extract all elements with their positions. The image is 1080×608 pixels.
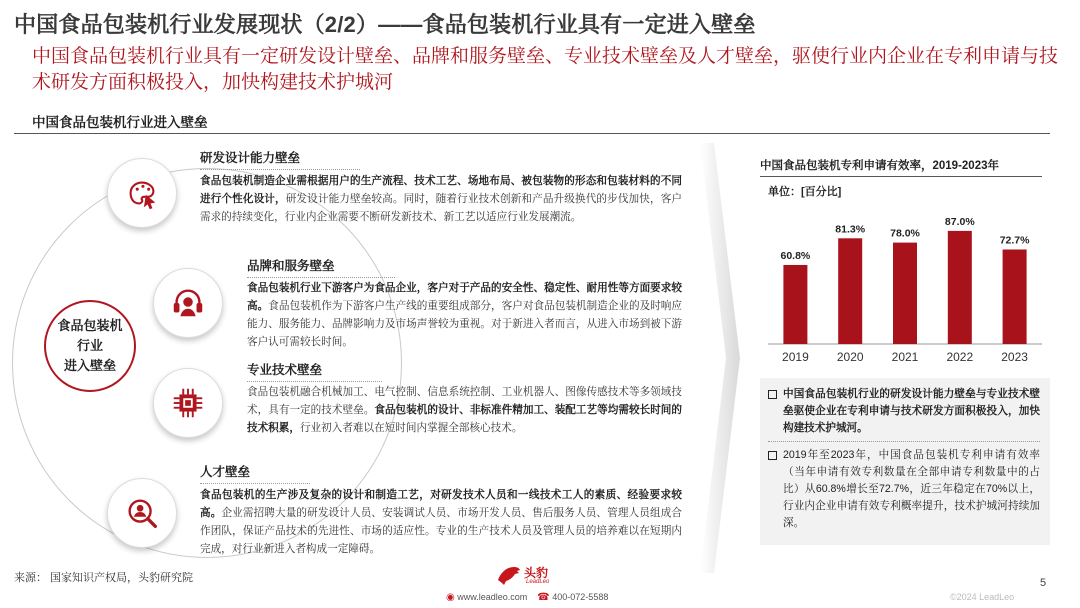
data-label-2021: 78.0% [890,227,920,240]
logo-subtext: LeadLeo [526,579,550,585]
bar-2019 [783,265,807,344]
chart-title-divider [760,176,1042,177]
bar-2020 [838,238,862,344]
bar-2023 [1003,249,1027,344]
summary-divider [768,441,1040,442]
footer-contact [446,592,608,603]
barrier-title-tech: 专业技术壁垒 [247,360,322,378]
x-tick-2020: 2020 [836,350,864,364]
website-link[interactable]: www.leadleo.com [457,592,528,602]
bar-2022 [948,231,972,344]
barrier-text-talent-bold: 食品包装机的生产涉及复杂的设计和制造工艺，对研发技术人员和一线技术工人的素质、经验要求较高。 [200,489,682,519]
copyright: ©2024 LeadLeo [950,592,1015,602]
page-title: 中国食品包装机行业发展现状（2/2）——食品包装机行业具有一定进入壁垒 [14,12,756,37]
source-note: 来源： 国家知识产权局，头豹研究院 [14,572,194,584]
barrier-text-tech-rest: 行业初入者难以在短时间内掌握全部核心技术。 [299,422,523,434]
section-title: 中国食品包装机行业进入壁垒 [32,115,208,130]
data-label-2020: 81.3% [835,223,866,236]
chip-icon [169,384,207,422]
barrier-text-tech-bold: 食品包装机的设计、非标准件精加工、装配工艺等均需较长时间的技术积累， [247,404,683,434]
barrier-text-design [200,172,682,226]
chart-title: 中国食品包装机专利申请有效率，2019-2023年 [760,160,999,172]
barrier-title-design: 研发设计能力壁垒 [200,148,300,166]
barrier-text-design-bold: 食品包装机制造企业需根据用户的生产流程、技术工艺、场地布局、被包装物的形态和包装材料的不同进行个性化设计， [200,175,682,205]
data-label-2022: 87.0% [944,215,975,228]
barrier-text-tech-pre: 食品包装机融合机械加工、电气控制、信息系统控制、工业机器人、图像传感技术等多领域技术，具有一定的技术壁垒。 [247,386,682,416]
summary-text-2: 2019年至2023年，中国食品包装机专利申请有效率（当年申请有效专利数量在全部申请专利数量中的占比）从60.8%增长至72.7%，近三年稳定在70%以上，行业内企业申请有效专利概率提升，技术护城河持续加深。 [783,449,1040,529]
barrier-text-tech [247,383,682,437]
globe-icon: ◉ [446,592,455,603]
checkbox-bullet-icon [768,451,777,460]
x-tick-2019: 2019 [782,350,809,364]
summary-item [768,386,1040,437]
chip-icon-node [153,368,223,438]
page-number: 5 [1040,577,1047,589]
person-search-icon-node [107,478,177,548]
logo-text: 头豹 [524,566,549,580]
bar-chart [760,200,1050,370]
barrier-title-brand: 品牌和服务壁垒 [247,256,335,274]
barrier-text-brand [247,279,682,351]
barrier-text-brand-rest: 食品包装机作为下游客户生产线的重要组成部分，客户对食品包装机制造企业的及时响应能力、服务能力、品牌影响力及市场声誉较为重视。对于新进入者而言，从进入市场到被下游客户认可需较长时间。 [247,300,683,348]
bar-2021 [893,243,917,344]
barrier-text-design-rest: 研发设计能力壁垒较高。同时，随着行业技术创新和产品升级换代的步伐加快，客户需求的持续变化，行业内企业需要不断研发新技术、新工艺以适应行业发展潮流。 [200,193,683,223]
x-tick-2021: 2021 [891,350,919,364]
phone-number: 400-072-5588 [552,592,609,602]
design-icon [123,174,161,212]
barrier-text-talent-rest: 企业需招聘大量的研发设计人员、安装调试人员、市场开发人员、售后服务人员、管理人员组成合作团队，保证产品技术的先进性、市场的适应性。专业的生产技术人员及管理人员的培养难以在短期内完成，对行业新进入者构成一定障碍。 [200,507,683,555]
data-label-2019: 60.8% [780,249,811,262]
summary-text-1: 中国食品包装机行业的研发设计能力壁垒与专业技术壁垒驱使企业在专利申请与技术研发方面积极投入，加快构建技术护城河。 [783,388,1040,434]
phone-icon: ☎ [537,592,550,603]
barrier-title-talent: 人才壁垒 [200,462,250,480]
chart-unit: 单位：[百分比] [768,186,842,198]
checkbox-bullet-icon [768,390,777,399]
center-label: 食品包装机 行业 进入壁垒 [57,318,123,373]
barrier-text-talent [200,486,682,558]
headset-icon [169,284,207,322]
barrier-text-brand-bold: 食品包装机行业下游客户为食品企业，客户对于产品的安全性、稳定性、耐用性等方面要求较高。 [247,282,682,312]
x-tick-2022: 2022 [946,350,974,364]
summary-item [768,447,1040,532]
summary-box [760,378,1050,545]
design-icon-node [107,158,177,228]
chevron-separator [700,143,740,573]
person-search-icon [123,494,161,532]
data-label-2023: 72.7% [999,234,1030,247]
center-circle [44,300,136,392]
headset-icon-node [153,268,223,338]
page-subtitle: 中国食品包装机行业具有一定研发设计壁垒、品牌和服务壁垒、专业技术壁垒及人才壁垒，驱使行业内企业在专利申请与技术研发方面积极投入，加快构建技术护城河 [32,46,1059,93]
x-tick-2023: 2023 [1001,350,1028,364]
section-divider [14,133,1050,134]
